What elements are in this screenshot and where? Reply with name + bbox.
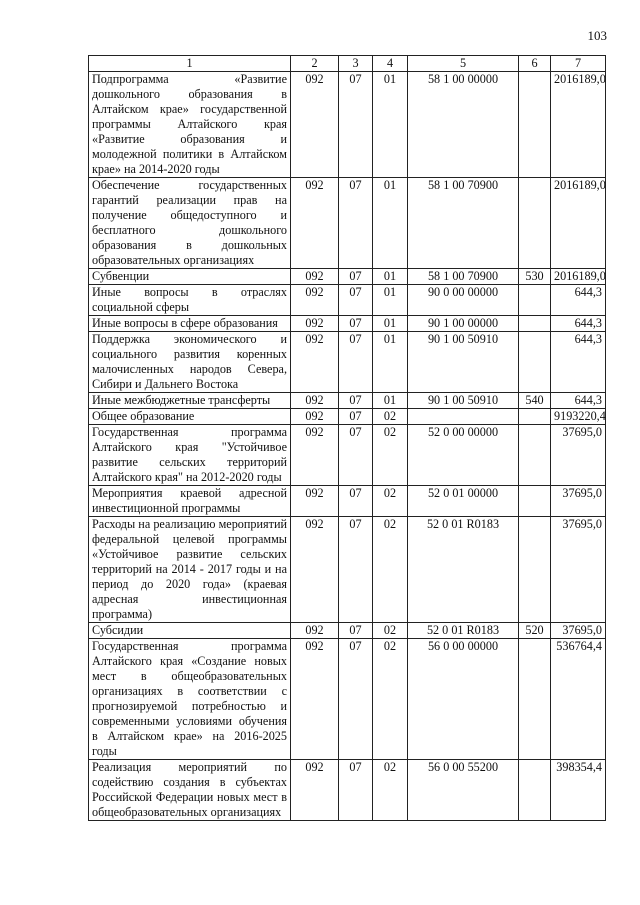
ministry-code-cell: 092 bbox=[291, 316, 339, 332]
section-code-cell: 07 bbox=[339, 316, 373, 332]
table-row bbox=[89, 486, 606, 517]
amount-cell: 2016189,0 bbox=[551, 269, 606, 285]
amount-cell: 644,3 bbox=[551, 393, 606, 409]
expense-type-cell bbox=[519, 409, 551, 425]
ministry-code-cell: 092 bbox=[291, 409, 339, 425]
expense-type-cell: 530 bbox=[519, 269, 551, 285]
column-header: 5 bbox=[408, 56, 519, 72]
table-row bbox=[89, 316, 606, 332]
item-name-cell: Иные вопросы в отраслях социальной сферы bbox=[89, 285, 291, 316]
target-article-cell: 90 1 00 00000 bbox=[408, 316, 519, 332]
expense-type-cell bbox=[519, 285, 551, 316]
target-article-cell: 58 1 00 00000 bbox=[408, 72, 519, 178]
ministry-code-cell: 092 bbox=[291, 72, 339, 178]
section-code-cell: 07 bbox=[339, 623, 373, 639]
ministry-code-cell: 092 bbox=[291, 269, 339, 285]
section-code-cell: 07 bbox=[339, 760, 373, 821]
subsection-code-cell: 02 bbox=[373, 409, 408, 425]
section-code-cell: 07 bbox=[339, 285, 373, 316]
amount-cell: 37695,0 bbox=[551, 425, 606, 486]
subsection-code-cell: 02 bbox=[373, 425, 408, 486]
item-name-cell: Мероприятия краевой адресной инвестиционной программы bbox=[89, 486, 291, 517]
table-row bbox=[89, 332, 606, 393]
item-name-cell: Государственная программа Алтайского края «Создание новых мест в общеобразовательных организациях в соответствии с прогнозируемой потребностью и современными условиями обучения в Алтайском крае» на 2016-2025 годы bbox=[89, 639, 291, 760]
table-row bbox=[89, 72, 606, 178]
column-header: 7 bbox=[551, 56, 606, 72]
expense-type-cell bbox=[519, 517, 551, 623]
expense-type-cell bbox=[519, 72, 551, 178]
expense-type-cell bbox=[519, 760, 551, 821]
amount-cell: 9193220,4 bbox=[551, 409, 606, 425]
expense-type-cell bbox=[519, 316, 551, 332]
table-row bbox=[89, 517, 606, 623]
ministry-code-cell: 092 bbox=[291, 517, 339, 623]
ministry-code-cell: 092 bbox=[291, 760, 339, 821]
table-row bbox=[89, 269, 606, 285]
expense-type-cell bbox=[519, 425, 551, 486]
amount-cell: 536764,4 bbox=[551, 639, 606, 760]
subsection-code-cell: 01 bbox=[373, 269, 408, 285]
target-article-cell: 52 0 00 00000 bbox=[408, 425, 519, 486]
budget-table bbox=[88, 55, 606, 821]
ministry-code-cell: 092 bbox=[291, 425, 339, 486]
amount-cell: 37695,0 bbox=[551, 517, 606, 623]
column-header: 2 bbox=[291, 56, 339, 72]
subsection-code-cell: 02 bbox=[373, 486, 408, 517]
section-code-cell: 07 bbox=[339, 393, 373, 409]
target-article-cell: 90 1 00 50910 bbox=[408, 393, 519, 409]
amount-cell: 37695,0 bbox=[551, 623, 606, 639]
item-name-cell: Обеспечение государственных гарантий реализации прав на получение общедоступного и бесплатного дошкольного образования в дошкольных образовательных организациях bbox=[89, 178, 291, 269]
expense-type-cell: 520 bbox=[519, 623, 551, 639]
subsection-code-cell: 01 bbox=[373, 72, 408, 178]
amount-cell: 37695,0 bbox=[551, 486, 606, 517]
section-code-cell: 07 bbox=[339, 486, 373, 517]
ministry-code-cell: 092 bbox=[291, 623, 339, 639]
column-header: 4 bbox=[373, 56, 408, 72]
target-article-cell: 90 1 00 50910 bbox=[408, 332, 519, 393]
subsection-code-cell: 01 bbox=[373, 285, 408, 316]
subsection-code-cell: 02 bbox=[373, 760, 408, 821]
column-header: 6 bbox=[519, 56, 551, 72]
item-name-cell: Иные межбюджетные трансферты bbox=[89, 393, 291, 409]
item-name-cell: Поддержка экономического и социального развития коренных малочисленных народов Севера, Сибири и Дальнего Востока bbox=[89, 332, 291, 393]
subsection-code-cell: 01 bbox=[373, 178, 408, 269]
table-row bbox=[89, 178, 606, 269]
target-article-cell: 58 1 00 70900 bbox=[408, 178, 519, 269]
subsection-code-cell: 02 bbox=[373, 623, 408, 639]
expense-type-cell bbox=[519, 178, 551, 269]
ministry-code-cell: 092 bbox=[291, 178, 339, 269]
subsection-code-cell: 02 bbox=[373, 639, 408, 760]
column-header: 1 bbox=[89, 56, 291, 72]
section-code-cell: 07 bbox=[339, 269, 373, 285]
amount-cell: 644,3 bbox=[551, 316, 606, 332]
amount-cell: 398354,4 bbox=[551, 760, 606, 821]
subsection-code-cell: 01 bbox=[373, 316, 408, 332]
table-row bbox=[89, 285, 606, 316]
item-name-cell: Субвенции bbox=[89, 269, 291, 285]
target-article-cell bbox=[408, 409, 519, 425]
item-name-cell: Расходы на реализацию мероприятий федеральной целевой программы «Устойчивое развитие сельских территорий на 2014 - 2017 годы и на период до 2020 года» (краевая адресная инвестиционная программа) bbox=[89, 517, 291, 623]
item-name-cell: Реализация мероприятий по содействию создания в субъектах Российской Федерации новых мест в общеобразовательных организациях bbox=[89, 760, 291, 821]
target-article-cell: 52 0 01 R0183 bbox=[408, 623, 519, 639]
item-name-cell: Подпрограмма «Развитие дошкольного образования в Алтайском крае» государственной программы Алтайского края «Развитие образования и молодежной политики в Алтайском крае» на 2014-2020 годы bbox=[89, 72, 291, 178]
item-name-cell: Государственная программа Алтайского края "Устойчивое развитие сельских территорий Алтайского края" на 2012-2020 годы bbox=[89, 425, 291, 486]
table-row bbox=[89, 639, 606, 760]
ministry-code-cell: 092 bbox=[291, 639, 339, 760]
subsection-code-cell: 01 bbox=[373, 393, 408, 409]
ministry-code-cell: 092 bbox=[291, 486, 339, 517]
ministry-code-cell: 092 bbox=[291, 393, 339, 409]
table-row bbox=[89, 623, 606, 639]
target-article-cell: 90 0 00 00000 bbox=[408, 285, 519, 316]
section-code-cell: 07 bbox=[339, 409, 373, 425]
ministry-code-cell: 092 bbox=[291, 332, 339, 393]
ministry-code-cell: 092 bbox=[291, 285, 339, 316]
subsection-code-cell: 01 bbox=[373, 332, 408, 393]
page-number: 103 bbox=[587, 28, 607, 43]
amount-cell: 644,3 bbox=[551, 285, 606, 316]
table-header-row bbox=[89, 56, 606, 72]
amount-cell: 644,3 bbox=[551, 332, 606, 393]
table-row bbox=[89, 760, 606, 821]
section-code-cell: 07 bbox=[339, 332, 373, 393]
item-name-cell: Общее образование bbox=[89, 409, 291, 425]
table-row bbox=[89, 393, 606, 409]
section-code-cell: 07 bbox=[339, 178, 373, 269]
section-code-cell: 07 bbox=[339, 425, 373, 486]
target-article-cell: 52 0 01 00000 bbox=[408, 486, 519, 517]
item-name-cell: Субсидии bbox=[89, 623, 291, 639]
expense-type-cell bbox=[519, 639, 551, 760]
item-name-cell: Иные вопросы в сфере образования bbox=[89, 316, 291, 332]
target-article-cell: 58 1 00 70900 bbox=[408, 269, 519, 285]
table-row bbox=[89, 425, 606, 486]
expense-type-cell bbox=[519, 486, 551, 517]
amount-cell: 2016189,0 bbox=[551, 178, 606, 269]
section-code-cell: 07 bbox=[339, 639, 373, 760]
section-code-cell: 07 bbox=[339, 517, 373, 623]
table-row bbox=[89, 409, 606, 425]
column-header: 3 bbox=[339, 56, 373, 72]
section-code-cell: 07 bbox=[339, 72, 373, 178]
target-article-cell: 56 0 00 00000 bbox=[408, 639, 519, 760]
target-article-cell: 52 0 01 R0183 bbox=[408, 517, 519, 623]
amount-cell: 2016189,0 bbox=[551, 72, 606, 178]
subsection-code-cell: 02 bbox=[373, 517, 408, 623]
expense-type-cell: 540 bbox=[519, 393, 551, 409]
expense-type-cell bbox=[519, 332, 551, 393]
target-article-cell: 56 0 00 55200 bbox=[408, 760, 519, 821]
